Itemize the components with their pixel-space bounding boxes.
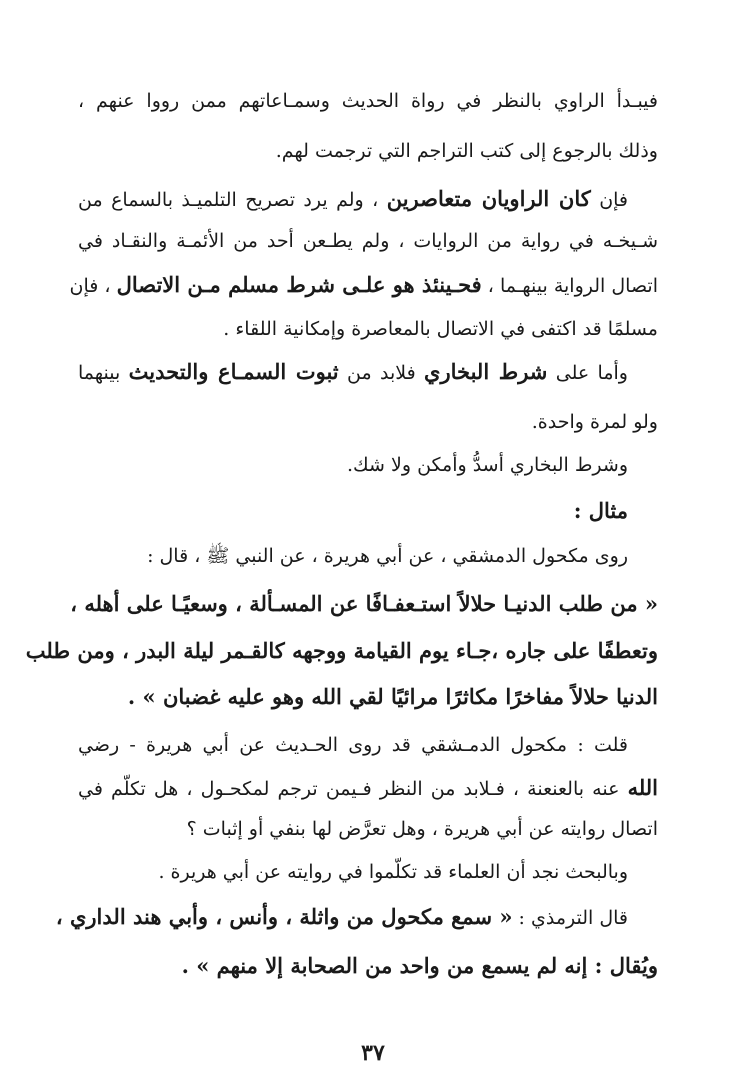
page-number: ٣٧ [361,1040,385,1066]
text-line-17: اتصال روايته عن أبي هريرة ، وهل تعرَّض لها بنفي أو إثبات ؟ [186,818,658,840]
text-run: اتصال الرواية بينهـما ، [487,275,658,297]
text-run: ، ولم يرد تصريح التلميـذ بالسماع من [78,189,379,211]
hadith-line-1: « من طلب الدنيـا حلالاً استـعفـافًا عن المسـألة ، وسعيًـا على أهله ، [70,591,658,616]
text-run: بينهما [78,362,121,384]
hadith-line-3: الدنيا حلالاً مفاخرًا مكاثرًا مرائيًا لقي الله وهو عليه غضبان » . [127,684,658,709]
bold-quote: « سمع مكحول من واثلة ، وأنس ، وأبي هند الداري ، [55,904,513,929]
text-run: وأما على [555,362,628,384]
bold-phrase: كان الراويان متعاصرين [386,186,591,211]
allah-word: الله [627,775,659,800]
text-line-11: روى مكحول الدمشقي ، عن أبي هريرة ، عن النبي ﷺ ، قال : [147,545,628,567]
bold-phrase: ثبوت السمـاع والتحديث [128,359,339,384]
text-line-9: وشرط البخاري أسدُّ وأمكن ولا شك. [347,454,628,476]
hadith-line-2: وتعطفًا على جاره ،جـاء يوم القيامة ووجهه كالقـمر ليلة البدر ، ومن طلب [25,638,658,663]
text-line-2: وذلك بالرجوع إلى كتب التراجم التي ترجمت لهم. [275,140,658,162]
text-line-16 [78,773,658,804]
text-line-3 [78,184,628,215]
text-line-15: قلت : مكحول الدمـشقي قد روى الحـديث عن أبي هريرة - رضي [78,734,628,756]
bold-phrase: شرط البخاري [424,359,548,384]
bold-phrase: فحـينئذ هو علـى شرط مسلم مـن الاتصال [116,272,482,297]
text-line-19 [55,902,628,933]
text-line-1: فيبـدأ الراوي بالنظر في رواة الحديث وسمـاعاتهم ممن رووا عنهم ، [78,90,658,112]
text-line-5 [69,270,658,301]
text-line-18: وبالبحث نجد أن العلماء قد تكلّموا في روايته عن أبي هريرة . [158,861,628,883]
text-run: فإن [599,189,629,211]
text-run: فلابد من [347,362,416,384]
text-run: ، فإن [69,275,111,297]
example-heading: مثال : [573,498,628,523]
text-line-4: شـيخـه في رواية من الروايات ، ولم يطـعن أحد من الأئمـة والنقـاد في [78,230,658,252]
text-run: عنه بالعنعنة ، فـلابد من النظر فـيمن ترجم لمكحـول ، هل تكلّم في [78,778,620,800]
text-line-6: مسلمًا قد اكتفى في الاتصال بالمعاصرة وإمكانية اللقاء . [223,318,658,340]
text-line-8: ولو لمرة واحدة. [531,411,658,433]
text-line-20: ويُقال : إنه لم يسمع من واحد من الصحابة إلا منهم » . [181,953,658,978]
text-run: قال الترمذي : [518,907,628,929]
text-line-7 [78,357,628,388]
